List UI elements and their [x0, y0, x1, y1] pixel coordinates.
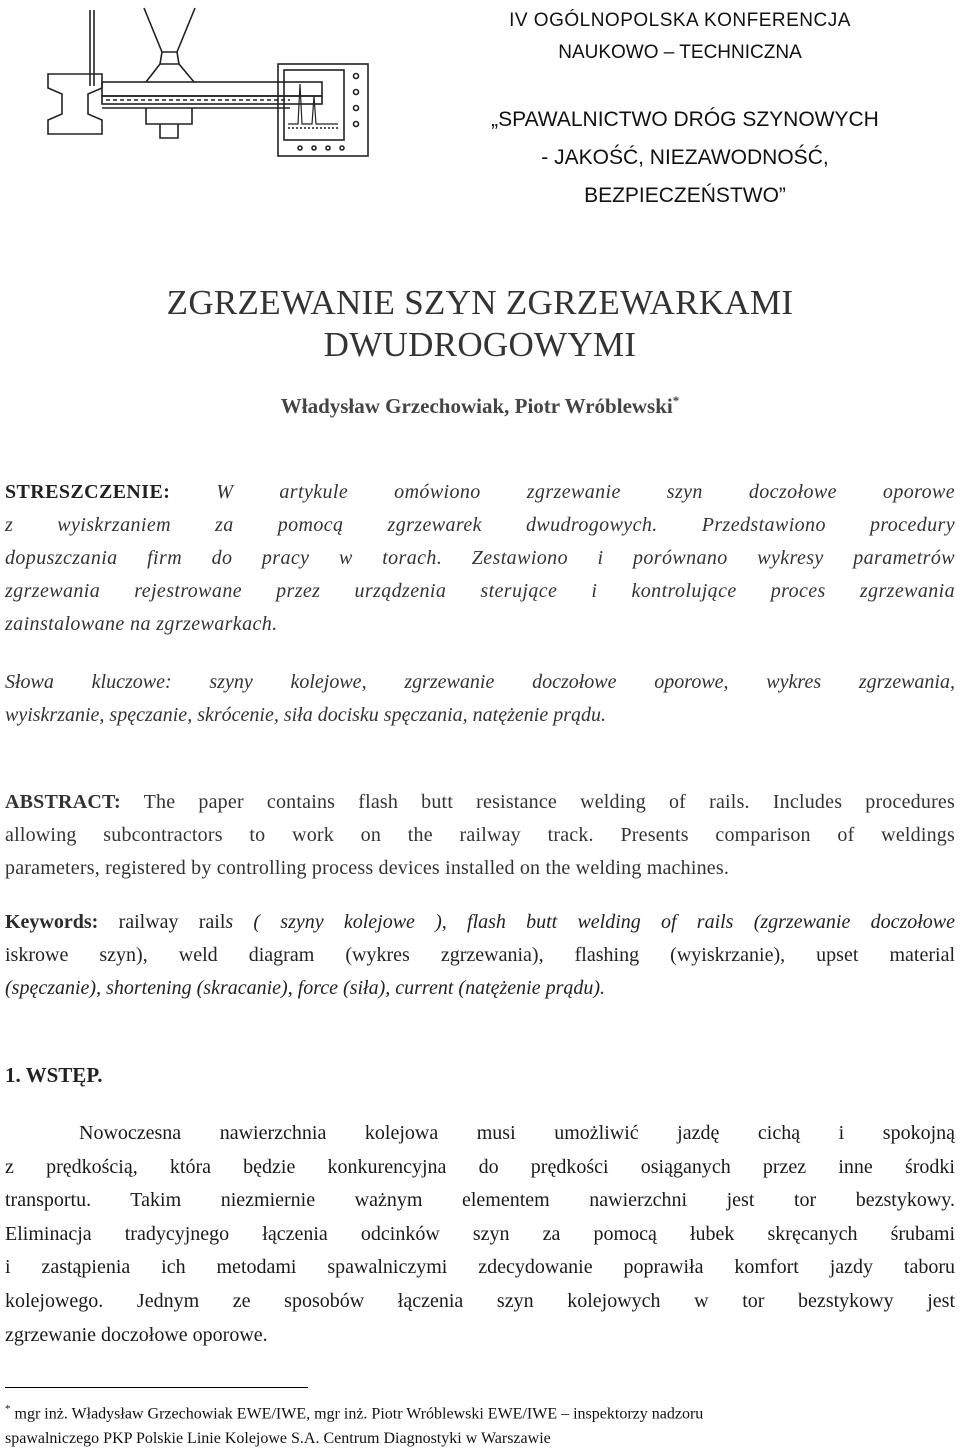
conference-topic-line-2: - JAKOŚĆ, NIEZAWODNOŚĆ,: [541, 146, 829, 169]
author-names: Władysław Grzechowiak, Piotr Wróblewski: [280, 394, 673, 418]
body-line-7: zgrzewanie doczołowe oporowe.: [5, 1323, 268, 1346]
abstract-pl-line-1: [5, 476, 955, 509]
rail-oscilloscope-logo-icon: [42, 4, 372, 174]
abstract-en-label: ABSTRACT:: [5, 791, 121, 813]
conference-line-2: NAUKOWO – TECHNICZNA: [558, 42, 802, 63]
body-line-4: Eliminacja tradycyjnego łączenia odcinków szyn za pomocą łubek skręcanych śrubami: [5, 1222, 955, 1245]
abstract-en-line-1: [5, 786, 955, 819]
footnote-mark: *: [5, 1403, 11, 1415]
paper-title-line-1: ZGRZEWANIE SZYN ZGRZEWARKAMI: [166, 283, 794, 322]
abstract-en-line-1-text: The paper contains flash butt resistance welding of rails. Includes procedures: [143, 791, 955, 813]
keywords-pl-line-2: wyiskrzanie, spęczanie, skrócenie, siła docisku spęczania, natężenie prądu.: [5, 704, 606, 726]
paper-title-line-2: DWUDROGOWYMI: [323, 325, 637, 364]
abstract-pl-line-1-text: W artykule omówiono zgrzewanie szyn doczołowe oporowe: [216, 481, 955, 503]
conference-line-1: IV OGÓLNOPOLSKA KONFERENCJA: [509, 10, 851, 31]
body-line-1: Nowoczesna nawierzchnia kolejowa musi umożliwić jazdę cichą i spokojną: [79, 1122, 955, 1144]
abstract-pl-label: STRESZCZENIE:: [5, 481, 171, 503]
body-line-6: kolejowego. Jednym ze sposobów łączenia szyn kolejowych w tor bezstykowy jest: [5, 1289, 955, 1312]
keywords-pl-line-1: Słowa kluczowe: szyny kolejowe, zgrzewanie doczołowe oporowe, wykres zgrzewania,: [5, 671, 955, 693]
abstract-pl-line-3: dopuszczania firm do pracy w torach. Zestawiono i porównano wykresy parametrów: [5, 547, 955, 569]
footnote-line-1-text: mgr inż. Władysław Grzechowiak EWE/IWE, mgr inż. Piotr Wróblewski EWE/IWE – inspektorzy nadzoru: [10, 1405, 704, 1423]
conference-topic-line-1: „SPAWALNICTWO DRÓG SZYNOWYCH: [491, 108, 879, 131]
footnote-divider: [5, 1387, 308, 1388]
abstract-pl-line-4: zgrzewania rejestrowane przez urządzenia sterujące i kontrolujące proces zgrzewania: [5, 580, 955, 602]
authors: [0, 393, 960, 419]
keywords-en-line-3-text: (spęczanie), shortening (skracanie), force (siła), current (natężenie prądu).: [5, 977, 606, 999]
abstract-en: [5, 786, 955, 885]
abstract-en-line-2: allowing subcontractors to work on the railway track. Presents comparison of weldings: [5, 824, 955, 846]
keywords-en-line-3: [5, 972, 955, 1005]
abstract-pl-line-2: z wyiskrzaniem za pomocą zgrzewarek dwudrogowych. Przedstawiono procedury: [5, 514, 955, 536]
keywords-en-line-2: iskrowe szyn), weld diagram (wykres zgrzewania), flashing (wyiskrzanie), upset material: [5, 944, 955, 966]
keywords-en-line-1a: railway rail: [118, 911, 226, 933]
keywords-en-line-1: [5, 906, 955, 939]
abstract-pl-line-5: zainstalowane na zgrzewarkach.: [5, 613, 278, 635]
conference-topic-line-3: BEZPIECZEŃSTWO”: [584, 184, 786, 207]
keywords-en: [5, 906, 955, 1005]
keywords-en-label: Keywords:: [5, 911, 99, 933]
body-line-3: transportu. Takim niezmiernie ważnym elementem nawierzchni jest tor bezstykowy.: [5, 1189, 955, 1212]
section-heading-intro: 1. WSTĘP.: [5, 1063, 103, 1087]
footnote-line-2: spawalniczego PKP Polskie Linie Kolejowe S.A. Centrum Diagnostyki w Warszawie: [5, 1430, 551, 1447]
keywords-pl: [5, 666, 955, 732]
author-footnote-mark: *: [672, 393, 680, 408]
section-intro-body: [5, 1117, 955, 1352]
body-line-5: i zastąpienia ich metodami spawalniczymi zdecydowanie poprawiła komfort jazdy taboru: [5, 1256, 955, 1279]
footnote-line-1: [5, 1403, 955, 1423]
body-line-2: z prędkością, która będzie konkurencyjna do prędkości osiąganych przez inne środki: [5, 1155, 955, 1178]
keywords-en-line-1b: s ( szyny kolejowe ), flash butt welding of rails (zgrzewanie doczołowe: [225, 911, 956, 933]
abstract-en-line-3: parameters, registered by controlling process devices installed on the welding machines.: [5, 857, 730, 879]
abstract-pl: [5, 476, 955, 641]
